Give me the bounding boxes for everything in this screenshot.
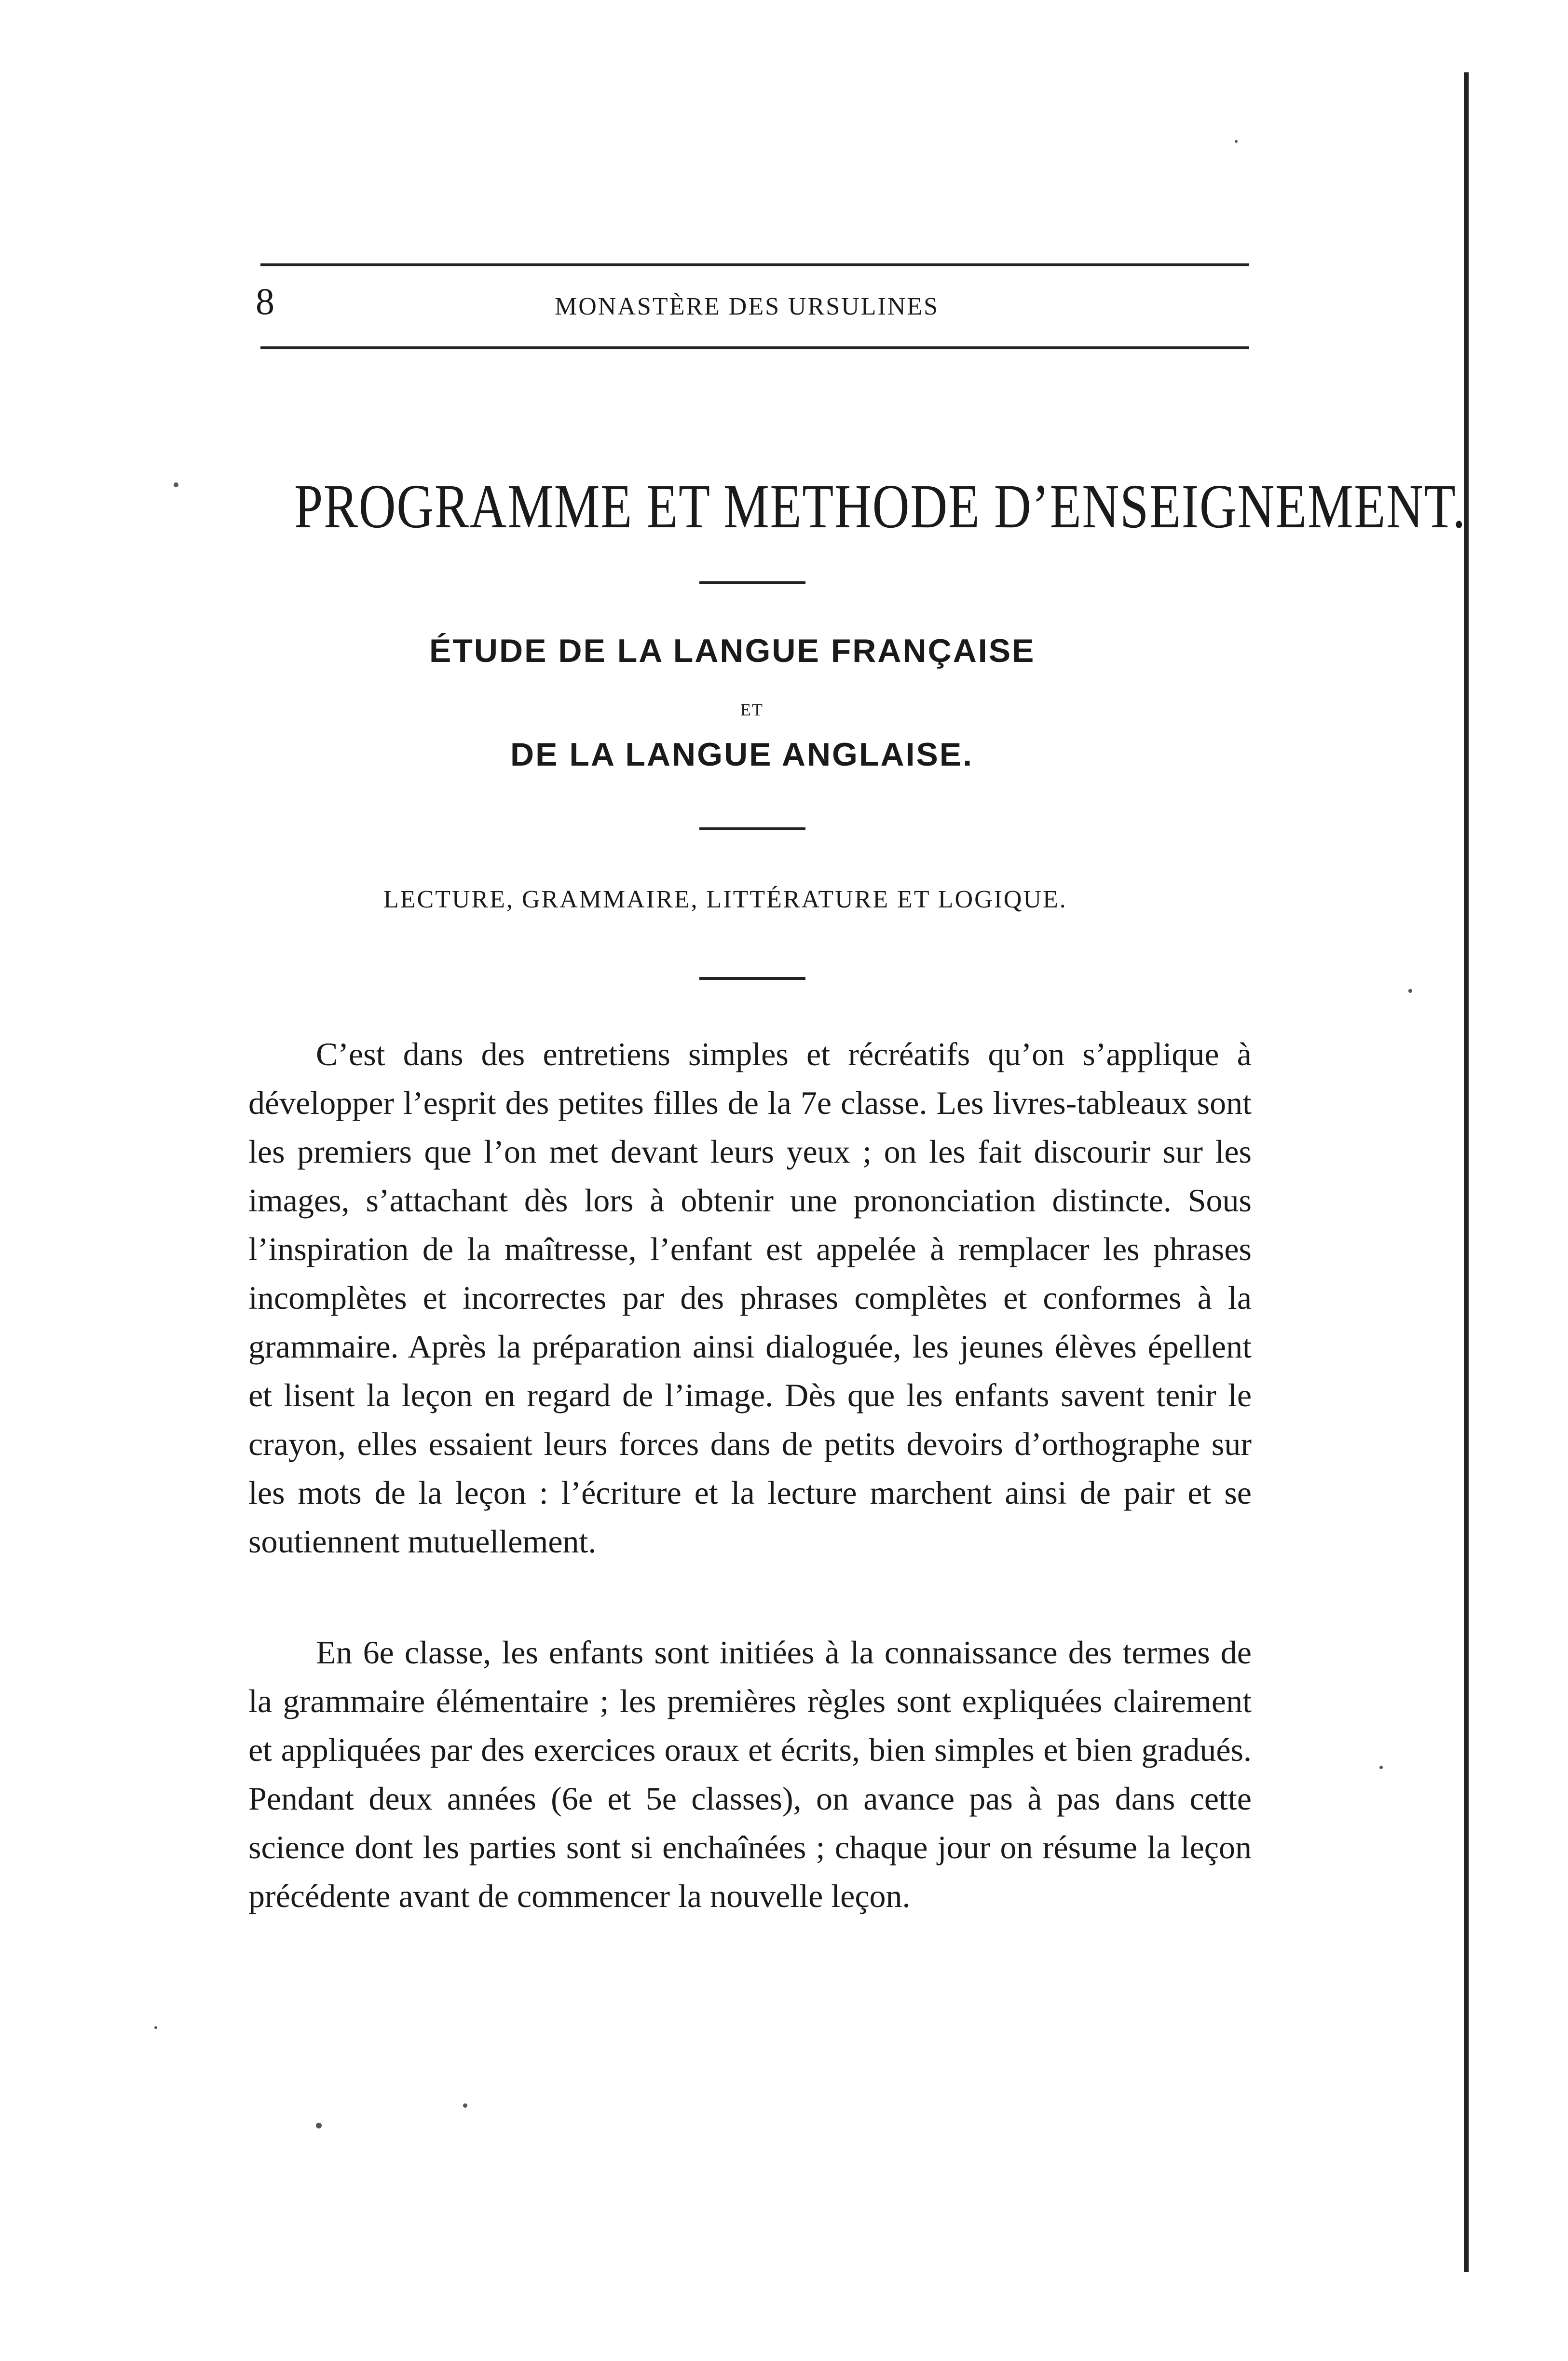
subtitle-divider: [699, 977, 805, 980]
section-heading-conjunction: ET: [740, 700, 764, 719]
page-title: PROGRAMME ET METHODE D’ENSEIGNEMENT.: [294, 472, 1466, 541]
speck: [316, 2123, 322, 2128]
speck: [1379, 1766, 1383, 1769]
paragraph-1: [248, 1030, 1252, 1566]
running-head: MONASTÈRE DES URSULINES: [555, 293, 940, 320]
speck: [1408, 989, 1412, 993]
page-number: 8: [256, 280, 274, 322]
subsection-title: LECTURE, GRAMMAIRE, LITTÉRATURE ET LOGIQUE.: [383, 886, 1067, 913]
header-rule-bottom: [260, 346, 1249, 349]
paragraph-2-text: En 6e classe, les enfants sont initiées à la connaissance des termes de la grammaire élémentaire ; les premières règles sont expliquées clairement et appliquées par des exercices oraux et écrits, bien simples et bien gradués. Pendant deux années (6e et 5e classes), on avance pas à pas dans cette science dont les parties sont si enchaînées ; chaque jour on résume la leçon précédente avant de commencer la nouvelle leçon.: [248, 1634, 1252, 1914]
title-divider: [699, 581, 805, 584]
paragraph-2: [248, 1628, 1252, 1921]
speck: [174, 482, 178, 487]
section-heading-line2: DE LA LANGUE ANGLAISE.: [510, 736, 974, 773]
header-rule-top: [260, 263, 1249, 266]
section-heading-line1: ÉTUDE DE LA LANGUE FRANÇAISE: [429, 632, 1036, 669]
page-edge-shadow: [1464, 72, 1469, 2272]
speck: [154, 2026, 157, 2029]
paragraph-1-text: C’est dans des entretiens simples et récréatifs qu’on s’applique à développer l’esprit des petites filles de la 7e classe. Les livres-tableaux sont les premiers que l’on met devant leurs yeux ; on les fait discourir sur les images, s’attachant dès lors à obtenir une prononciation distincte. Sous l’inspiration de la maîtresse, l’enfant est appelée à remplacer les phrases incomplètes et incorrectes par des phrases complètes et conformes à la grammaire. Après la préparation ainsi dialoguée, les jeunes élèves épellent et lisent la leçon en regard de l’image. Dès que les enfants savent tenir le crayon, elles essaient leurs forces dans de petits devoirs d’orthographe sur les mots de la leçon : l’écriture et la lecture marchent ainsi de pair et se soutiennent mutuellement.: [248, 1036, 1252, 1560]
section-divider: [699, 827, 805, 830]
speck: [1235, 140, 1238, 143]
speck: [463, 2103, 467, 2108]
